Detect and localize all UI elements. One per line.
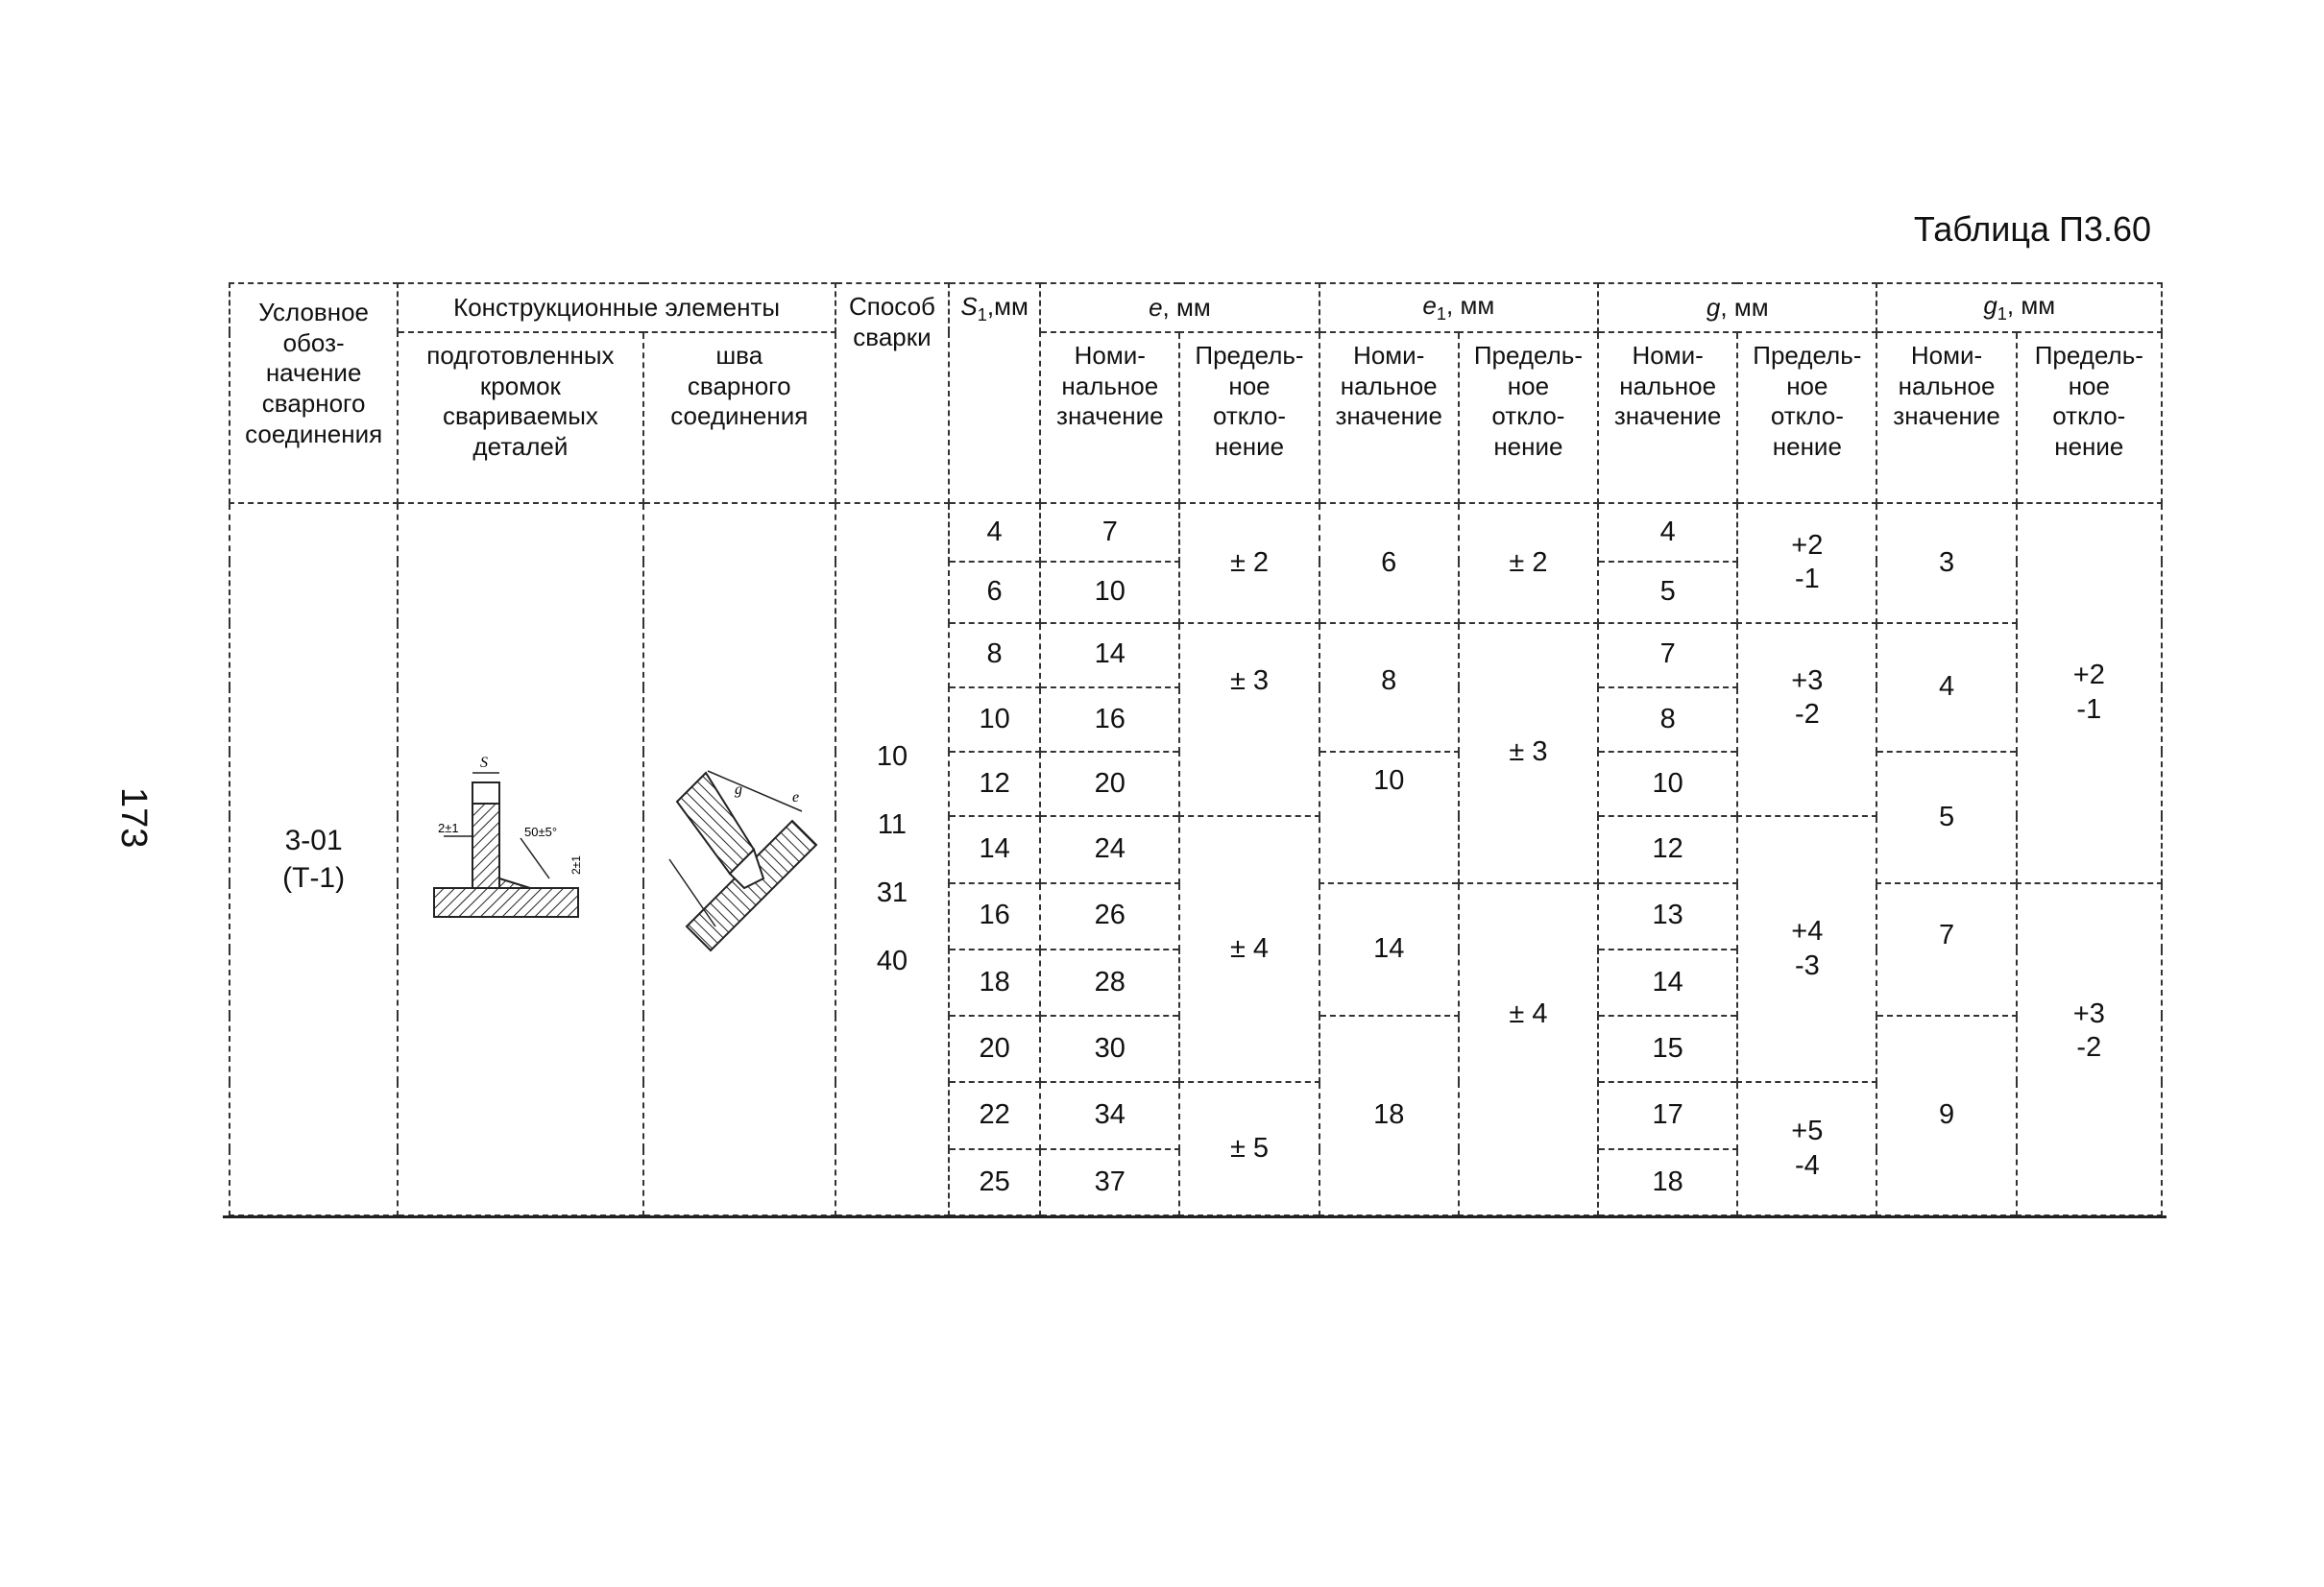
e-nominal-value: 20 bbox=[1040, 752, 1179, 816]
g1-nominal-value: 4 bbox=[1876, 623, 2016, 752]
g-deviation-value: +2 -1 bbox=[1737, 503, 1876, 622]
header-g1-nominal: Номи- нальное значение bbox=[1876, 332, 2016, 503]
seam-g-label: g bbox=[734, 781, 742, 799]
e-deviation-value: ± 4 bbox=[1179, 816, 1319, 1082]
e-deviation-value: ± 5 bbox=[1179, 1082, 1319, 1215]
e-nominal-value: 26 bbox=[1040, 883, 1179, 950]
header-s1-unit: ,мм bbox=[986, 292, 1029, 321]
g-nominal-value: 18 bbox=[1598, 1149, 1737, 1215]
header-e1-sub: 1 bbox=[1436, 303, 1447, 324]
g-nominal-value: 10 bbox=[1598, 752, 1737, 816]
g-nominal-value: 5 bbox=[1598, 562, 1737, 622]
e-nominal-value: 37 bbox=[1040, 1149, 1179, 1215]
weld-seam-sketch bbox=[643, 503, 835, 1215]
edge-s-label: S bbox=[479, 755, 488, 772]
g-nominal-value: 7 bbox=[1598, 623, 1737, 687]
g1-nominal-value: 5 bbox=[1876, 752, 2016, 883]
e1-deviation-value: ± 3 bbox=[1459, 623, 1598, 883]
s1-value: 18 bbox=[949, 950, 1040, 1016]
e1-deviation-value: ± 4 bbox=[1459, 883, 1598, 1216]
header-g-nominal: Номи- нальное значение bbox=[1598, 332, 1737, 503]
header-g1-unit: , мм bbox=[2006, 290, 2056, 320]
s1-value: 16 bbox=[949, 883, 1040, 950]
header-g1 bbox=[1876, 283, 2162, 332]
header-g bbox=[1598, 283, 1876, 332]
s1-value: 25 bbox=[949, 1149, 1040, 1215]
e-deviation-value: ± 3 bbox=[1179, 623, 1319, 817]
g1-nominal-value: 7 bbox=[1876, 883, 2016, 1017]
e1-nominal-value: 14 bbox=[1319, 883, 1459, 1017]
g-deviation-value: +3 -2 bbox=[1737, 623, 1876, 817]
joint-designation: 3-01 (Т-1) bbox=[230, 503, 398, 1215]
header-e-deviation: Предель- ное откло- нение bbox=[1179, 332, 1319, 503]
prepared-edges-sketch bbox=[398, 503, 642, 1215]
g-nominal-value: 15 bbox=[1598, 1016, 1737, 1082]
weld-seam-diagram-icon bbox=[648, 744, 831, 974]
page-number: 173 bbox=[113, 787, 154, 849]
g-nominal-value: 8 bbox=[1598, 687, 1737, 752]
e1-nominal-value: 6 bbox=[1319, 503, 1459, 622]
s1-value: 14 bbox=[949, 816, 1040, 882]
edge-tol-label: 2±1 bbox=[437, 821, 459, 836]
edge-preparation-diagram-icon bbox=[424, 744, 617, 974]
e1-nominal-value: 8 bbox=[1319, 623, 1459, 752]
header-e-var: e bbox=[1149, 292, 1163, 322]
g-deviation-value: +5 -4 bbox=[1737, 1082, 1876, 1215]
g-deviation-value: +4 -3 bbox=[1737, 816, 1876, 1082]
g-nominal-value: 17 bbox=[1598, 1082, 1737, 1148]
edge-angle-label: 50±5° bbox=[523, 825, 557, 840]
header-e-nominal: Номи- нальное значение bbox=[1040, 332, 1179, 503]
header-e1-var: e bbox=[1422, 290, 1437, 320]
header-s1-var: S bbox=[960, 292, 978, 321]
header-e1 bbox=[1319, 283, 1598, 332]
header-g1-var: g bbox=[1983, 290, 1997, 320]
header-e1-nominal: Номи- нальное значение bbox=[1319, 332, 1459, 503]
e1-deviation-value: ± 2 bbox=[1459, 503, 1598, 622]
e-nominal-value: 14 bbox=[1040, 623, 1179, 687]
header-s1 bbox=[949, 283, 1040, 503]
s1-value: 12 bbox=[949, 752, 1040, 816]
g1-nominal-value: 3 bbox=[1876, 503, 2016, 622]
s1-value: 10 bbox=[949, 687, 1040, 752]
s1-value: 8 bbox=[949, 623, 1040, 687]
e-nominal-value: 30 bbox=[1040, 1016, 1179, 1082]
header-e1-unit: , мм bbox=[1446, 290, 1495, 320]
welding-methods: 10 11 31 40 bbox=[835, 503, 949, 1215]
g-nominal-value: 14 bbox=[1598, 950, 1737, 1016]
header-g-deviation: Предель- ное откло- нение bbox=[1737, 332, 1876, 503]
e-nominal-value: 10 bbox=[1040, 562, 1179, 622]
e1-nominal-value: 10 bbox=[1319, 752, 1459, 883]
e-nominal-value: 34 bbox=[1040, 1082, 1179, 1148]
header-welding-method: Способ сварки bbox=[835, 283, 949, 503]
e-nominal-value: 16 bbox=[1040, 687, 1179, 752]
header-e bbox=[1040, 283, 1319, 332]
header-weld-seam: шва сварного соединения bbox=[643, 332, 835, 503]
s1-value: 20 bbox=[949, 1016, 1040, 1082]
s1-value: 6 bbox=[949, 562, 1040, 622]
header-designation: Условное обоз- начение сварного соединения bbox=[230, 283, 398, 503]
header-s1-sub: 1 bbox=[977, 305, 987, 325]
s1-value: 22 bbox=[949, 1082, 1040, 1148]
e-nominal-value: 28 bbox=[1040, 950, 1179, 1016]
header-g-unit: , мм bbox=[1720, 292, 1769, 322]
seam-e-label: e bbox=[791, 789, 799, 806]
header-construction-elements: Конструкционные элементы bbox=[398, 283, 835, 332]
g1-nominal-value: 9 bbox=[1876, 1016, 2016, 1215]
g-nominal-value: 12 bbox=[1598, 816, 1737, 882]
e-nominal-value: 7 bbox=[1040, 503, 1179, 562]
g1-deviation-value: +3 -2 bbox=[2017, 883, 2162, 1216]
e-nominal-value: 24 bbox=[1040, 816, 1179, 882]
g-nominal-value: 4 bbox=[1598, 503, 1737, 562]
s1-value: 4 bbox=[949, 503, 1040, 562]
header-g-var: g bbox=[1706, 292, 1721, 322]
g-nominal-value: 13 bbox=[1598, 883, 1737, 950]
e1-nominal-value: 18 bbox=[1319, 1016, 1459, 1215]
edge-gap-label: 2±1 bbox=[569, 855, 583, 876]
header-e-unit: , мм bbox=[1162, 292, 1211, 322]
table-bottom-rule bbox=[223, 1215, 2167, 1218]
header-e1-deviation: Предель- ное откло- нение bbox=[1459, 332, 1598, 503]
header-g1-sub: 1 bbox=[1997, 303, 2007, 324]
e-deviation-value: ± 2 bbox=[1179, 503, 1319, 622]
table-title: Таблица П3.60 bbox=[1913, 209, 2151, 249]
header-prepared-edges: подготовленных кромок свариваемых деталей bbox=[398, 332, 642, 503]
g1-deviation-value: +2 -1 bbox=[2017, 503, 2162, 882]
header-g1-deviation: Предель- ное откло- нение bbox=[2017, 332, 2162, 503]
weld-joint-table bbox=[229, 282, 2163, 1216]
